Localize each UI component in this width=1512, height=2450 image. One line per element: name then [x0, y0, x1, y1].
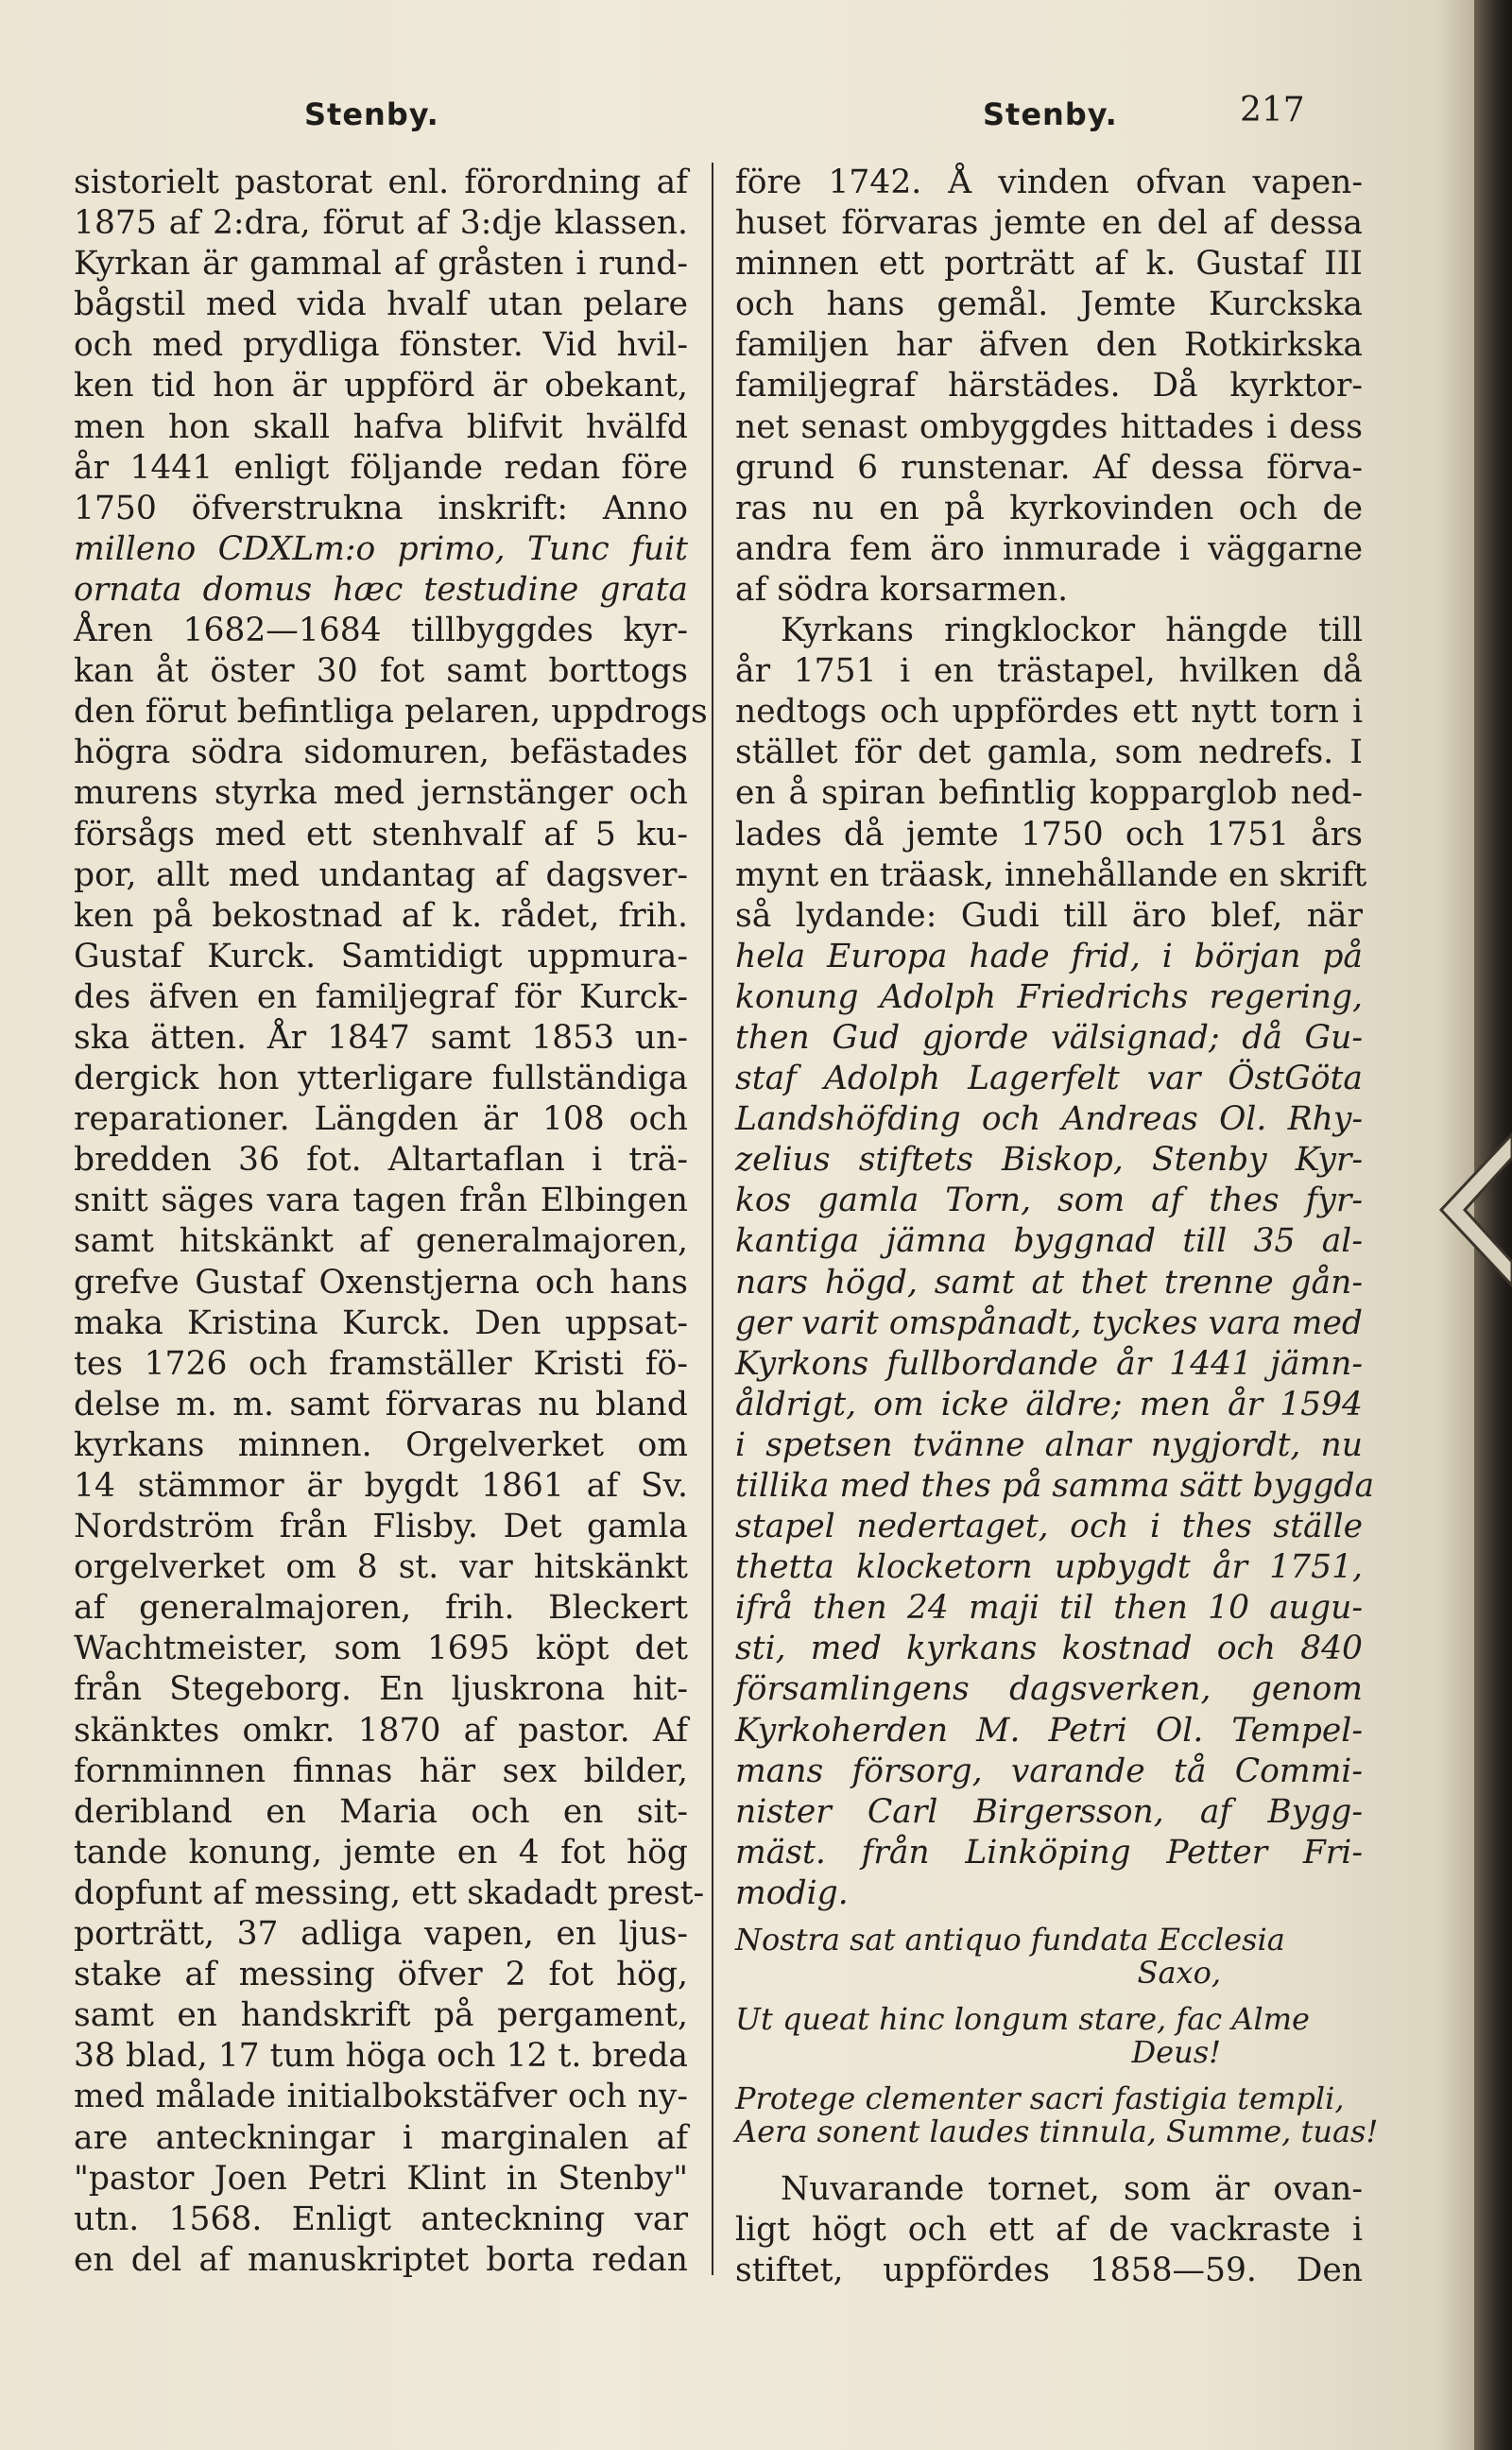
text-line: kan åt öster 30 fot samt borttogs — [74, 652, 688, 691]
text-line: huset förvaras jemte en del af dessa — [735, 204, 1363, 243]
text-line-italic: hela Europa hade frid, i början på — [735, 937, 1363, 975]
text-line: 1750 öfverstrukna inskrift: Anno — [74, 489, 688, 527]
text-line: men hon skall hafva blifvit hvälfd — [74, 407, 688, 446]
text-line: des äfven en familjegraf för Kurck- — [74, 977, 688, 1016]
text-line-italic: kantiga jämna byggnad till 35 al- — [735, 1222, 1363, 1261]
text-line: orgelverket om 8 st. var hitskänkt — [74, 1548, 688, 1587]
page-number: 217 — [1240, 91, 1305, 129]
text-line: ras nu en på kyrkovinden och de — [735, 489, 1363, 527]
text-line-italic: milleno CDXLm:o primo, Tunc fuit — [74, 529, 688, 568]
text-line-italic: mans försorg, varande tå Commi- — [735, 1751, 1363, 1790]
text-line: 1875 af 2:dra, förut af 3:dje klassen. — [74, 204, 688, 243]
right-column — [735, 163, 1379, 2291]
text-line: Gustaf Kurck. Samtidigt uppmura- — [74, 937, 688, 975]
text-line: samt en handskrift på pergament, — [74, 1996, 688, 2035]
text-line: den förut befintliga pelaren, uppdrogs — [74, 693, 708, 732]
text-line-italic: stapel nedertaget, och i thes ställe — [735, 1508, 1363, 1546]
text-line: ligt högt och ett af de vackraste i — [735, 2211, 1363, 2250]
paragraph — [735, 2169, 1363, 2291]
text-line-italic: åldrigt, om icke äldre; men år 1594 — [735, 1385, 1363, 1423]
text-line: familjen har äfven den Rotkirkska — [735, 326, 1363, 365]
text-line-italic: konung Adolph Friedrichs regering, — [735, 977, 1363, 1016]
text-line: andra fem äro inmurade i väggarne — [735, 529, 1363, 568]
text-line: dopfunt af messing, ett skadadt prest- — [74, 1873, 705, 1912]
page-clip-icon — [1432, 1115, 1512, 1304]
text-line: grund 6 runstenar. Af dessa förva- — [735, 448, 1363, 487]
text-line: delse m. m. samt förvaras nu bland — [74, 1385, 688, 1423]
left-column — [74, 163, 708, 2281]
text-line: nedtogs och uppfördes ett nytt torn i — [735, 693, 1363, 732]
text-line: Nuvarande tornet, som är ovan- — [781, 2170, 1363, 2209]
text-line-italic: mäst. från Linköping Petter Fri- — [735, 1833, 1363, 1872]
left-running-header: Stenby. — [304, 96, 439, 132]
text-line-italic: ger varit omspånadt, tyckes vara med — [735, 1303, 1363, 1342]
verse-line: Ut queat hinc longum stare, fac Alme — [735, 2001, 1310, 2038]
text-line: Kyrkan är gammal af gråsten i rund- — [74, 245, 688, 284]
latin-verse — [735, 1922, 1379, 2150]
text-line: are anteckningar i marginalen af — [74, 2118, 688, 2157]
text-line: maka Kristina Kurck. Den uppsat- — [74, 1303, 688, 1342]
text-line: ska ätten. År 1847 samt 1853 un- — [74, 1018, 688, 1057]
text-line: stiftet, uppfördes 1858—59. Den — [735, 2252, 1363, 2290]
text-line-italic: zelius stiftets Biskop, Stenby Kyr- — [735, 1141, 1363, 1180]
text-line: en å spiran befintlig kopparglob ned- — [735, 774, 1363, 813]
text-line: kyrkans minnen. Orgelverket om — [74, 1425, 688, 1464]
text-line: högra södra sidomuren, befästades — [74, 733, 688, 772]
text-line: "pastor Joen Petri Klint in Stenby" — [74, 2159, 688, 2198]
text-line-italic: församlingens dagsverken, genom — [735, 1670, 1363, 1709]
text-line: före 1742. Å vinden ofvan vapen- — [735, 164, 1363, 201]
text-line: 38 blad, 17 tum höga och 12 t. breda — [74, 2037, 688, 2076]
text-line-italic: Kyrkoherden M. Petri Ol. Tempel- — [735, 1711, 1363, 1750]
right-running-header: Stenby. — [983, 96, 1118, 132]
text-line: 14 stämmor är bygdt 1861 af Sv. — [74, 1467, 688, 1505]
text-line-italic: nister Carl Birgersson, af Bygg- — [735, 1792, 1363, 1831]
text-line: tande konung, jemte en 4 fot hög — [74, 1833, 688, 1872]
verse-line: Protege clementer sacri fastigia templi, — [735, 2080, 1345, 2117]
text-line: af södra korsarmen. — [735, 570, 1069, 609]
text-line: dergick hon ytterligare fullständiga — [74, 1060, 688, 1098]
text-line: Wachtmeister, som 1695 köpt det — [74, 1630, 688, 1668]
verse-line: Saxo, — [1137, 1955, 1221, 1992]
text-line: stake af messing öfver 2 fot hög, — [74, 1956, 688, 1994]
text-line-italic: i spetsen tvänne alnar nygjordt, nu — [735, 1425, 1363, 1464]
text-line-italic: modig. — [735, 1873, 849, 1912]
text-line: bågstil med vida hvalf utan pelare — [74, 285, 688, 324]
text-line: från Stegeborg. En ljuskrona hit- — [74, 1670, 688, 1709]
text-line: skänktes omkr. 1870 af pastor. Af — [74, 1711, 688, 1750]
column-divider — [712, 163, 713, 2275]
text-line-italic: sti, med kyrkans kostnad och 840 — [735, 1630, 1363, 1668]
text-line: samt hitskänkt af generalmajoren, — [74, 1222, 688, 1261]
text-line-italic: thetta klocketorn upbygdt år 1751, — [735, 1548, 1363, 1587]
text-line: lades då jemte 1750 och 1751 års — [735, 815, 1363, 854]
text-line: net senast ombyggdes hittades i dess — [735, 407, 1363, 446]
text-line-italic: kos gamla Torn, som af thes fyr- — [735, 1182, 1363, 1220]
text-line: Kyrkans ringklockor hängde till — [781, 612, 1363, 650]
text-line: familjegraf härstädes. Då kyrktor- — [735, 367, 1363, 405]
text-line-italic: ifrå then 24 maji til then 10 augu- — [735, 1589, 1363, 1628]
text-line: år 1441 enligt följande redan före — [74, 448, 688, 487]
verse-line: Nostra sat antiquo fundata Ecclesia — [735, 1922, 1285, 1958]
text-line: sistorielt pastorat enl. förordning af — [74, 164, 688, 201]
text-line-italic: Kyrkons fullbordande år 1441 jämn- — [735, 1344, 1363, 1383]
text-line: murens styrka med jernstänger och — [74, 774, 688, 813]
text-line-italic: Landshöfding och Andreas Ol. Rhy- — [735, 1100, 1363, 1139]
text-line: Åren 1682—1684 tillbyggdes kyr- — [74, 612, 688, 650]
text-line: år 1751 i en trästapel, hvilken då — [735, 652, 1363, 691]
text-line: stället för det gamla, som nedrefs. I — [735, 733, 1363, 772]
text-line: och hans gemål. Jemte Kurckska — [735, 285, 1363, 324]
verse-line: Aera sonent laudes tinnula, Summe, tuas! — [735, 2114, 1379, 2150]
text-line: med målade initialbokstäfver och ny- — [74, 2078, 688, 2116]
text-line: af generalmajoren, frih. Bleckert — [74, 1589, 688, 1628]
text-line: ken på bekostnad af k. rådet, frih. — [74, 896, 688, 935]
text-line-italic: then Gud gjorde välsignad; då Gu- — [735, 1018, 1363, 1057]
text-line: reparationer. Längden är 108 och — [74, 1100, 688, 1139]
text-line: tes 1726 och framställer Kristi fö- — [74, 1344, 688, 1383]
text-line: snitt säges vara tagen från Elbingen — [74, 1182, 688, 1220]
text-line: minnen ett porträtt af k. Gustaf III — [735, 245, 1363, 284]
text-line: grefve Gustaf Oxenstjerna och hans — [74, 1263, 688, 1302]
text-line: en del af manuskriptet borta redan — [74, 2240, 688, 2279]
text-line-italic: nars högd, samt at thet trenne gån- — [735, 1263, 1363, 1302]
text-line-italic: ornata domus hæc testudine grata — [74, 570, 688, 609]
text-line: utn. 1568. Enligt anteckning var — [74, 2200, 688, 2238]
text-line: så lydande: Gudi till äro blef, när — [735, 896, 1363, 935]
text-line: deribland en Maria och en sit- — [74, 1792, 688, 1831]
text-line: och med prydliga fönster. Vid hvil- — [74, 326, 688, 365]
text-line: por, allt med undantag af dagsver- — [74, 855, 688, 894]
text-line: bredden 36 fot. Altartaflan i trä- — [74, 1141, 688, 1180]
text-line: porträtt, 37 adliga vapen, en ljus- — [74, 1915, 688, 1954]
text-line: försågs med ett stenhvalf af 5 ku- — [74, 815, 688, 854]
text-line: ken tid hon är uppförd är obekant, — [74, 367, 688, 405]
text-line: fornminnen finnas här sex bilder, — [74, 1751, 688, 1790]
verse-line: Deus! — [1131, 2034, 1221, 2071]
text-line-italic: tillika med thes på samma sätt byggda — [735, 1467, 1375, 1505]
text-line: Nordström från Flisby. Det gamla — [74, 1508, 688, 1546]
text-line: mynt en träask, innehållande en skrift — [735, 855, 1367, 894]
text-line-italic: staf Adolph Lagerfelt var ÖstGöta — [735, 1060, 1363, 1098]
